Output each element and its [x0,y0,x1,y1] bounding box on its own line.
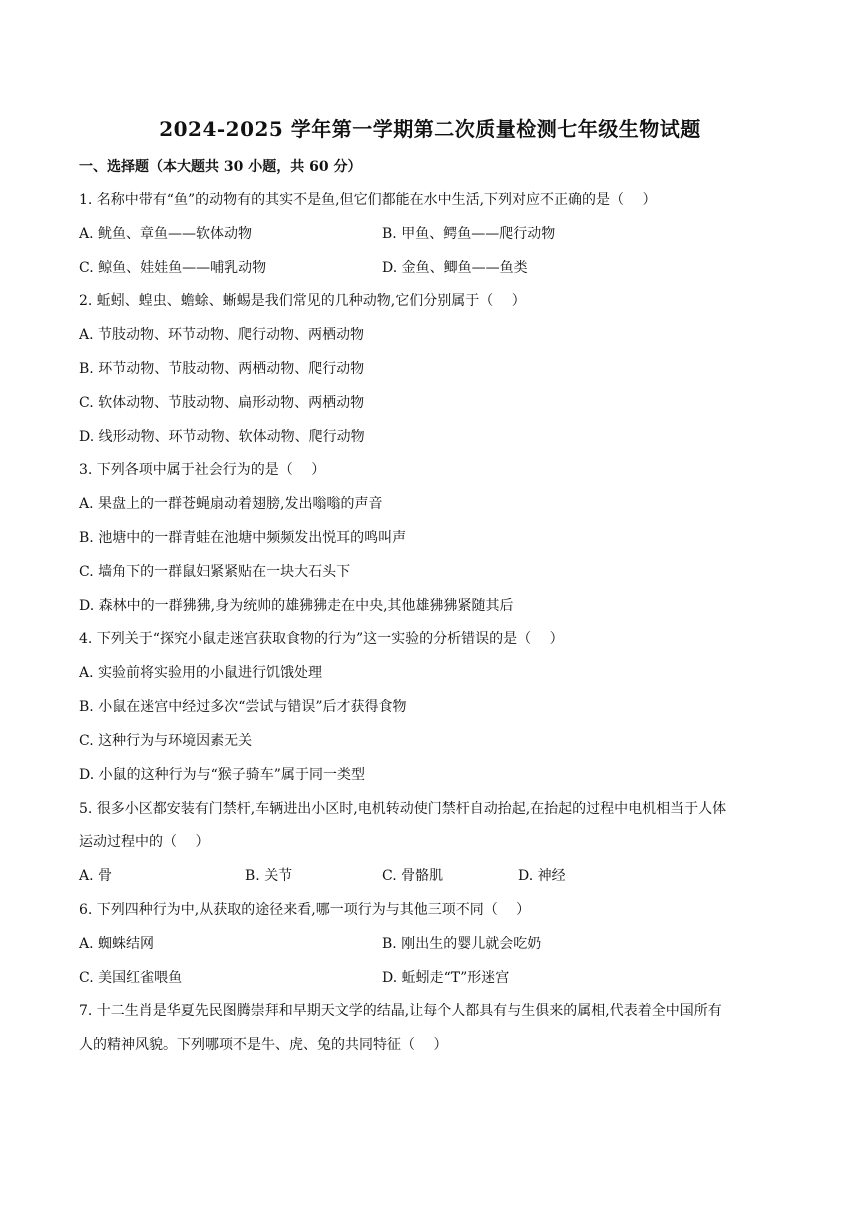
question-6-option-b: B. 刚出生的婴儿就会吃奶 [382,936,542,952]
question-6-option-a: A. 蜘蛛结网 [79,936,155,952]
question-3-option-c: C. 墙角下的一群鼠妇紧紧贴在一块大石头下 [79,564,351,580]
question-4-option-b: B. 小鼠在迷宫中经过多次“尝试与错误”后才获得食物 [79,699,407,715]
question-1-option-c: C. 鲸鱼、娃娃鱼——哺乳动物 [79,260,267,276]
question-1-stem: 1. 名称中带有“鱼”的动物有的其实不是鱼,但它们都能在水中生活,下列对应不正确的是（ ） [79,192,657,208]
question-2-option-d: D. 线形动物、环节动物、软体动物、爬行动物 [79,429,365,445]
question-6-stem: 6. 下列四种行为中,从获取的途径来看,哪一项行为与其他三项不同（ ） [79,902,531,918]
question-4-option-d: D. 小鼠的这种行为与“猴子骑车”属于同一类型 [79,767,365,783]
section-heading: 一、选择题（本大题共 30 小题，共 60 分） [79,159,362,175]
question-4-option-c: C. 这种行为与环境因素无关 [79,733,253,749]
question-3-option-d: D. 森林中的一群狒狒,身为统帅的雄狒狒走在中央,其他雄狒狒紧随其后 [79,598,514,614]
question-4-option-a: A. 实验前将实验用的小鼠进行饥饿处理 [79,665,323,681]
question-2-option-b: B. 环节动物、节肢动物、两栖动物、爬行动物 [79,361,365,377]
question-2-option-a: A. 节肢动物、环节动物、爬行动物、两栖动物 [79,327,365,343]
question-3-option-b: B. 池塘中的一群青蛙在池塘中频频发出悦耳的鸣叫声 [79,530,407,546]
question-5-stem-line-2: 运动过程中的（ ） [79,834,210,850]
question-1-option-b: B. 甲鱼、鳄鱼——爬行动物 [382,226,556,242]
question-5-option-d: D. 神经 [518,868,566,884]
question-4-stem: 4. 下列关于“探究小鼠走迷宫获取食物的行为”这一实验的分析错误的是（ ） [79,631,564,647]
question-2-stem: 2. 蚯蚓、蝗虫、蟾蜍、蜥蜴是我们常见的几种动物,它们分别属于（ ） [79,293,526,309]
question-7-stem-line-2: 人的精神风貌。下列哪项不是牛、虎、兔的共同特征（ ） [79,1037,448,1053]
question-5-option-a: A. 骨 [79,868,113,884]
question-1-option-a: A. 鱿鱼、章鱼——软体动物 [79,226,253,242]
question-5-stem-line-1: 5. 很多小区都安装有门禁杆,车辆进出小区时,电机转动使门禁杆自动抬起,在抬起的过程中电机相当于人体 [79,801,727,817]
question-3-option-a: A. 果盘上的一群苍蝇扇动着翅膀,发出嗡嗡的声音 [79,496,383,512]
question-5-option-b: B. 关节 [245,868,293,884]
question-5-option-c: C. 骨骼肌 [382,868,444,884]
question-6-option-c: C. 美国红雀喂鱼 [79,970,183,986]
question-6-option-d: D. 蚯蚓走“T”形迷宫 [382,970,510,986]
question-1-option-d: D. 金鱼、鲫鱼——鱼类 [382,260,528,276]
question-2-option-c: C. 软体动物、节肢动物、扁形动物、两栖动物 [79,395,365,411]
question-3-stem: 3. 下列各项中属于社会行为的是（ ） [79,462,326,478]
page-title: 2024-2025 学年第一学期第二次质量检测七年级生物试题 [159,117,701,141]
question-7-stem-line-1: 7. 十二生肖是华夏先民图腾崇拜和早期天文学的结晶,让每个人都具有与生俱来的属相,代表着全中国所有 [79,1003,722,1019]
